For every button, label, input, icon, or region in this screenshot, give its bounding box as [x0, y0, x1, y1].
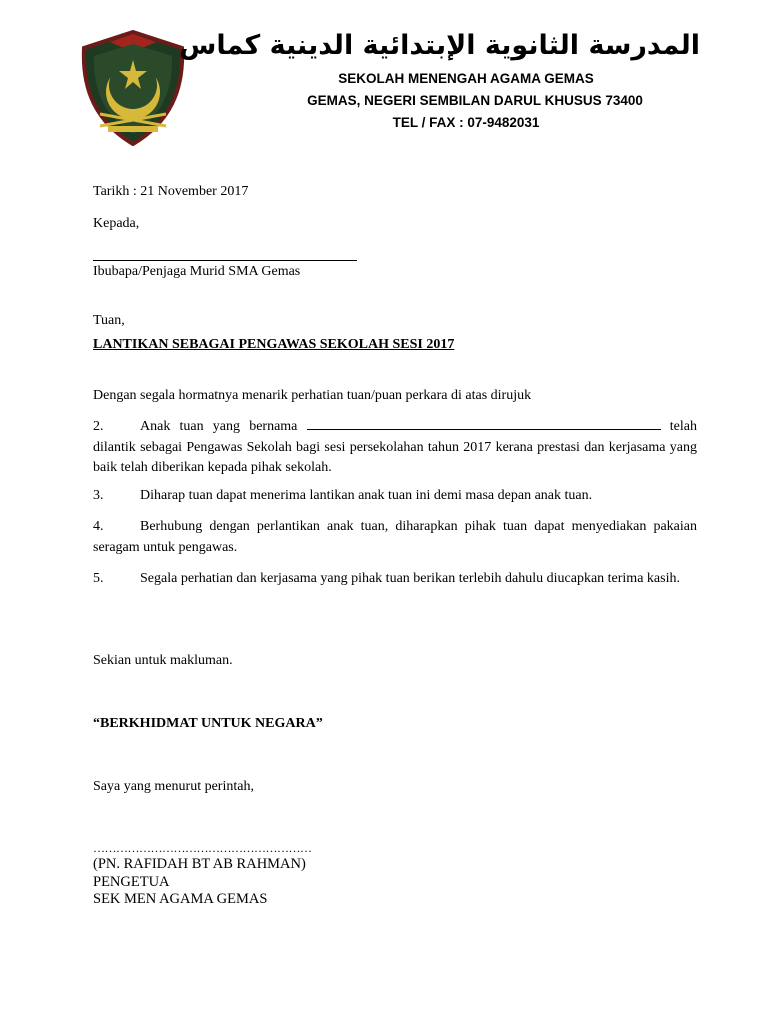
paragraph-4: [93, 517, 697, 558]
student-name-blank: [307, 416, 661, 430]
school-address: GEMAS, NEGERI SEMBILAN DARUL KHUSUS 73400: [307, 93, 643, 108]
signature-line: …………………………………………………: [93, 841, 312, 855]
paragraph-number: 3.: [93, 488, 104, 503]
paragraph-text-continued: telah dilantik sebagai Pengawas Sekolah bagi sesi persekolahan tahun 2017 kerana prestasi dan kerjasama yang baik telah diberikan kepada pihak sekolah.: [93, 419, 697, 475]
paragraph-text: Segala perhatian dan kerjasama yang pihak tuan berikan terlebih dahulu diucapkan terima kasih.: [140, 571, 680, 586]
salutation-to: Kepada,: [93, 216, 140, 231]
sign-off: Saya yang menurut perintah,: [93, 779, 254, 794]
paragraph-2: [93, 416, 697, 479]
paragraph-text: Diharap tuan dapat menerima lantikan anak tuan ini demi masa depan anak tuan.: [140, 488, 593, 503]
paragraph-text: Berhubung dengan perlantikan anak tuan, diharapkan pihak tuan dapat menyediakan pakaian seragam untuk pengawas.: [93, 519, 697, 555]
recipient-label: Ibubapa/Penjaga Murid SMA Gemas: [93, 264, 301, 279]
signatory-name: (PN. RAFIDAH BT AB RAHMAN): [93, 856, 306, 872]
signatory-title: PENGETUA: [93, 874, 170, 890]
paragraph-3: [93, 486, 697, 507]
paragraph-number: 2.: [93, 419, 104, 434]
school-crest-icon: [78, 30, 188, 146]
greeting: Tuan,: [93, 313, 125, 328]
motto: “BERKHIDMAT UNTUK NEGARA”: [93, 716, 323, 731]
letter-subject: LANTIKAN SEBAGAI PENGAWAS SEKOLAH SESI 2017: [93, 337, 455, 352]
signatory-organization: SEK MEN AGAMA GEMAS: [93, 891, 268, 907]
paragraph-text: Anak tuan yang bernama: [140, 419, 298, 434]
paragraph-5: [93, 569, 697, 590]
paragraph-number: 4.: [93, 519, 104, 534]
recipient-name-blank: [93, 260, 357, 261]
school-name: SEKOLAH MENENGAH AGAMA GEMAS: [338, 71, 594, 86]
school-phone: TEL / FAX : 07-9482031: [392, 115, 540, 130]
closing-line: Sekian untuk makluman.: [93, 653, 233, 668]
paragraph-number: 5.: [93, 571, 104, 586]
letter-date: Tarikh : 21 November 2017: [93, 184, 249, 199]
school-name-arabic: المدرسة الثانوية الإبتدائية الدينية كماس: [179, 30, 700, 61]
opening-paragraph: Dengan segala hormatnya menarik perhatian tuan/puan perkara di atas dirujuk: [93, 388, 532, 403]
